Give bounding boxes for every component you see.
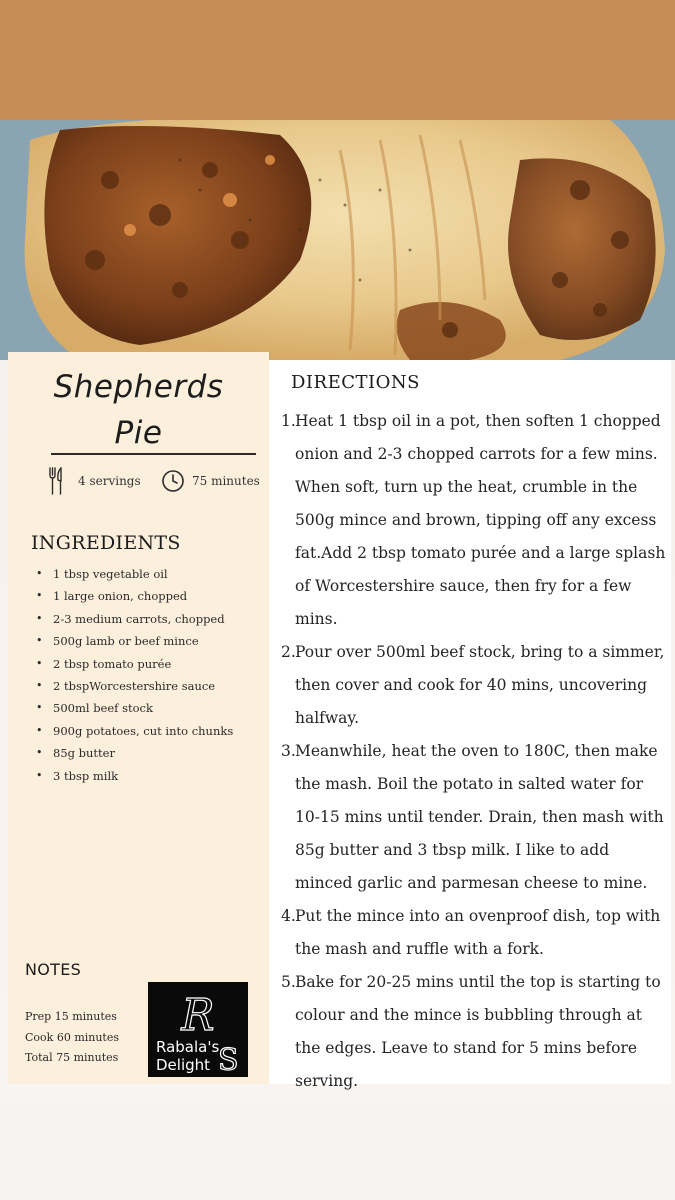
ingredient-item: • 3 tbsp milk [34, 765, 264, 787]
direction-step [281, 735, 671, 900]
direction-step [281, 966, 671, 1098]
logo-monogram-left: R [181, 990, 215, 1041]
step-text: Meanwhile, heat the oven to 180C, then make the mash. Boil the potato in salted water for 10-15 mins until tender. Drain, then mash with 85g butter and 3 tbsp milk. I like to add minced garlic and parmesan cheese to mine. [295, 742, 664, 892]
ingredient-item: • 900g potatoes, cut into chunks [34, 720, 264, 742]
ingredients-list [34, 563, 264, 787]
total-time-text: 75 minutes [192, 474, 260, 488]
note-prep: Prep 15 minutes [25, 1010, 117, 1023]
step-number: 3. [281, 742, 296, 760]
step-text: Heat 1 tbsp oil in a pot, then soften 1 chopped onion and 2-3 chopped carrots for a few mins. When soft, turn up the heat, crumble in the 500g mince and brown, tipping off any excess fat.Add 2 tbsp tomato purée and a large splash of Worcestershire sauce, then fry for a few mins. [295, 412, 666, 628]
notes-list [25, 1007, 145, 1069]
step-text: Bake for 20-25 mins until the top is starting to colour and the mince is bubbling through at the edges. Leave to stand for 5 mins before serving. [295, 973, 661, 1090]
step-number: 4. [281, 907, 296, 925]
recipe-meta [48, 466, 263, 496]
brand-logo [148, 982, 248, 1077]
ingredient-item: • 2 tbsp tomato purée [34, 653, 264, 675]
directions-heading: DIRECTIONS [291, 372, 420, 393]
directions-panel [269, 360, 671, 1090]
step-text: Put the mince into an ovenproof dish, top with the mash and ruffle with a fork. [295, 907, 661, 958]
ingredient-item: • 2-3 medium carrots, chopped [34, 608, 264, 630]
ingredients-panel [8, 352, 269, 1084]
step-text: Pour over 500ml beef stock, bring to a simmer, then cover and cook for 40 mins, uncovering halfway. [295, 643, 665, 727]
step-number: 2. [281, 643, 296, 661]
logo-monogram-right: S [218, 1043, 239, 1077]
direction-step [281, 900, 671, 966]
recipe-title-line-1: Shepherds [53, 369, 224, 405]
ingredient-item: • 1 large onion, chopped [34, 585, 264, 607]
directions-list [281, 405, 671, 1098]
notes-heading: NOTES [25, 960, 82, 979]
step-number: 1. [281, 412, 296, 430]
note-total: Total 75 minutes [25, 1051, 119, 1064]
logo-text-line-2: Delight [156, 1056, 211, 1074]
logo-text-line-1: Rabala's [156, 1038, 220, 1056]
ingredients-heading: INGREDIENTS [31, 532, 181, 554]
fork-knife-icon [48, 466, 64, 499]
clock-icon [161, 469, 185, 496]
step-number: 5. [281, 973, 296, 991]
recipe-title [8, 364, 269, 456]
direction-step [281, 405, 671, 636]
title-divider [51, 453, 256, 455]
note-cook: Cook 60 minutes [25, 1030, 120, 1044]
ingredient-item: • 500ml beef stock [34, 697, 264, 719]
top-color-band [0, 0, 675, 120]
shepherds-pie-photo [0, 120, 675, 360]
recipe-title-line-2: Pie [114, 415, 163, 451]
servings-text: 4 servings [78, 474, 141, 488]
ingredient-item: • 1 tbsp vegetable oil [34, 563, 264, 585]
direction-step [281, 636, 671, 735]
ingredient-item: • 85g butter [34, 742, 264, 764]
ingredient-item: • 2 tbspWorcestershire sauce [34, 675, 264, 697]
ingredient-item: • 500g lamb or beef mince [34, 630, 264, 652]
